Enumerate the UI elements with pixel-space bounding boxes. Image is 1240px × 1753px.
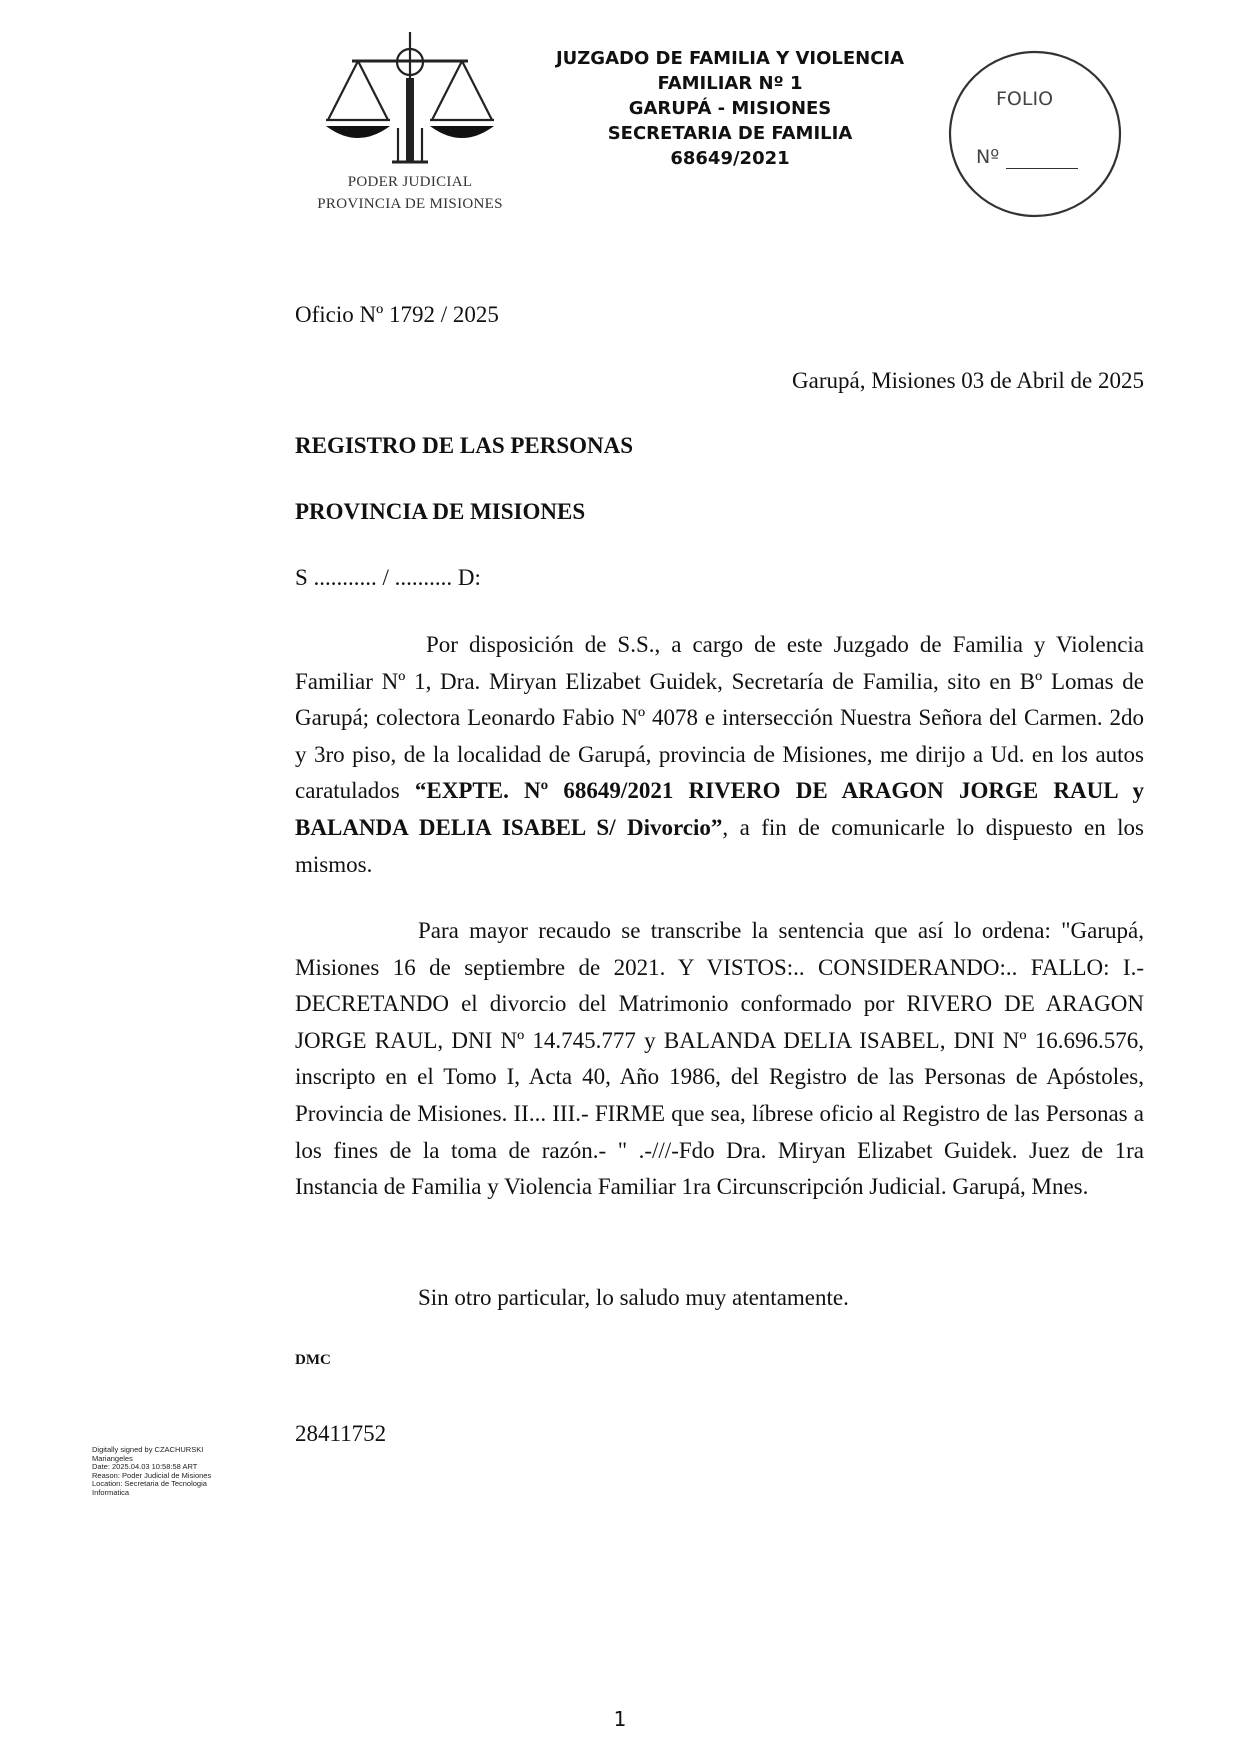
seal-line-2: PROVINCIA DE MISIONES <box>317 196 503 212</box>
signature-line-4: Reason: Poder Judicial de Misiones <box>92 1470 212 1480</box>
paragraph-2-text: Para mayor recaudo se transcribe la sentencia que así lo ordena: "Garupá, Misiones 16 de septiembre de 2021. Y VISTOS:.. CONSIDERANDO:.. FALLO: I.- DECRETANDO el divorcio del Matrimonio conformado por RIVERO DE ARAGON JORGE RAUL, DNI Nº 14.745.777 y BALANDA DELIA ISABEL, DNI Nº 16.696.576, inscripto en el Tomo I, Acta 40, Año 1986, del Registro de las Personas de Apóstoles, Provincia de Misiones. II... III.- FIRME que sea, líbrese oficio al Registro de las Personas a los fines de la toma de razón.- " .-///-Fdo Dra. Miryan Elizabet Guidek. Juez de 1ra Instancia de Familia y Violencia Familiar 1ra Circunscripción Judicial. Garupá, Mnes. <box>295 918 1144 1200</box>
folio-circle-icon <box>946 48 1124 220</box>
folio-number-label: Nº <box>976 146 1000 168</box>
signature-line-5: Location: Secretaria de Tecnologia <box>92 1479 207 1489</box>
paragraph-2 <box>295 913 1144 1206</box>
paragraph-1 <box>295 627 1144 883</box>
folio-title: FOLIO <box>996 88 1054 110</box>
closing-line: Sin otro particular, lo saludo muy atentamente. <box>418 1285 849 1310</box>
folio-stamp <box>946 48 1124 220</box>
judicial-seal <box>300 28 520 218</box>
seal-line-1: PODER JUDICIAL <box>347 174 473 190</box>
digital-signature <box>92 1446 242 1498</box>
signature-line-6: Informatica <box>92 1487 130 1497</box>
court-line-3: GARUPÁ - MISIONES <box>628 98 832 119</box>
signature-line-3: Date: 2025.04.03 10:58:58 ART <box>92 1462 198 1472</box>
document-date: Garupá, Misiones 03 de Abril de 2025 <box>792 368 1144 393</box>
folio-number-line <box>1006 168 1078 169</box>
paragraph-1-end: , a fin de comunicarle lo dispuesto en los mismos. <box>295 814 1144 877</box>
signature-line-1: Digitally signed by CZACHURSKI <box>92 1445 204 1454</box>
recipient-line-2: PROVINCIA DE MISIONES <box>295 499 586 524</box>
court-heading <box>520 46 940 171</box>
court-line-4: SECRETARIA DE FAMILIA <box>607 123 853 144</box>
page-number: 1 <box>613 1707 627 1731</box>
scales-of-justice-icon <box>300 28 520 178</box>
case-number: 68649/2021 <box>670 148 790 169</box>
court-line-2: FAMILIAR Nº 1 <box>657 73 803 94</box>
document-code: 28411752 <box>295 1421 387 1446</box>
recipient-line-1: REGISTRO DE LAS PERSONAS <box>295 433 634 458</box>
signature-line-2: Mariangeles <box>92 1453 133 1463</box>
salutation: S ........... / .......... D: <box>295 565 481 590</box>
court-line-1: JUZGADO DE FAMILIA Y VIOLENCIA <box>555 48 905 69</box>
paragraph-1-text: Por disposición de S.S., a cargo de este Juzgado de Familia y Violencia Familiar Nº 1, Dra. Miryan Elizabet Guidek, Secretaría de Familia, sito en Bº Lomas de Garupá; colectora Leonardo Fabio Nº 4078 e intersección Nuestra Señora del Carmen. 2do y 3ro piso, de la localidad de Garupá, provincia de Misiones, me dirijo a Ud. en los autos caratulados <box>295 632 1144 804</box>
case-title: “EXPTE. Nº 68649/2021 RIVERO DE ARAGON JORGE RAUL y BALANDA DELIA ISABEL S/ Divorcio” <box>295 778 1144 840</box>
oficio-number: Oficio Nº 1792 / 2025 <box>295 302 499 327</box>
initials: DMC <box>295 1352 331 1368</box>
